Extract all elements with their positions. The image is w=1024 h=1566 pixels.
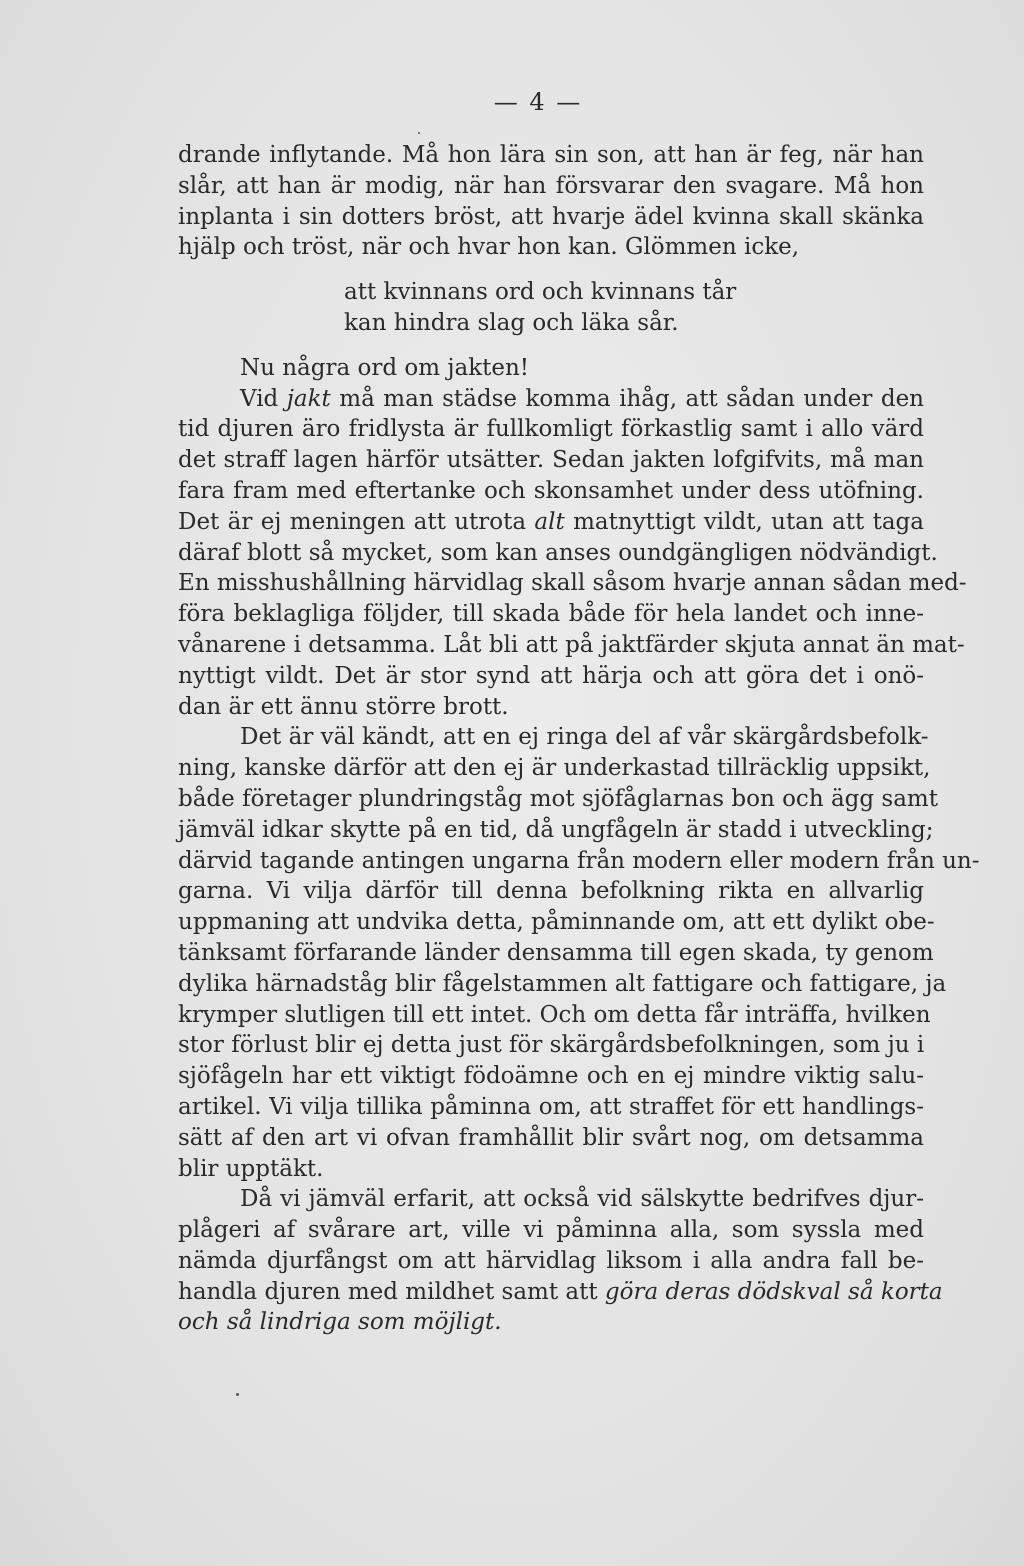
text-line: däraf blott så mycket, som kan anses oundgängligen nödvändigt. bbox=[178, 539, 938, 566]
text-line: både företager plundringståg mot sjöfåglarnas bon och ägg samt bbox=[178, 785, 938, 812]
text-line: handla djuren med mildhet samt att göra deras dödskval så korta bbox=[178, 1278, 943, 1305]
body-text bbox=[178, 140, 980, 1338]
text-line: krymper slutligen till ett intet. Och om detta får inträffa, hvilken bbox=[178, 1001, 931, 1028]
text-line: plågeri af svårare art, ville vi påminna alla, som syssla med bbox=[178, 1217, 924, 1244]
text-line: sjöfågeln har ett viktigt födoämne och en ej mindre viktig salu- bbox=[178, 1063, 924, 1090]
text-line: stor förlust blir ej detta just för skärgårdsbefolkningen, som ju i bbox=[178, 1032, 925, 1059]
text-line: En misshushållning härvidlag skall såsom hvarje annan sådan med- bbox=[178, 570, 967, 597]
ink-speck bbox=[418, 132, 420, 134]
italic-word: alt bbox=[534, 508, 565, 535]
text-line: ning, kanske därför att den ej är underkastad tillräcklig uppsikt, bbox=[178, 755, 931, 782]
italic-line: och så lindriga som möjligt. bbox=[178, 1309, 502, 1336]
text-line: Då vi jämväl erfarit, att också vid sälskytte bedrifves djur- bbox=[240, 1186, 924, 1213]
page-number: — 4 — bbox=[493, 88, 583, 116]
text-line: hjälp och tröst, när och hvar hon kan. Glömmen icke, bbox=[178, 234, 800, 261]
text-line: vånarene i detsamma. Låt bli att på jaktfärder skjuta annat än mat- bbox=[178, 631, 965, 658]
text-line: därvid tagande antingen ungarna från modern eller modern från un- bbox=[178, 847, 980, 874]
text-line: tänksamt förfarande länder densamma till egen skada, ty genom bbox=[178, 939, 934, 966]
text-line: föra beklagliga följder, till skada både för hela landet och inne- bbox=[178, 601, 924, 628]
text-line: artikel. Vi vilja tillika påminna om, att straffet för ett handlings- bbox=[178, 1093, 924, 1120]
italic-word: jakt bbox=[286, 385, 331, 412]
text-line: Vid jakt må man städse komma ihåg, att sådan under den bbox=[240, 385, 924, 412]
text-line: dylika härnadståg blir fågelstammen alt fattigare och fattigare, ja bbox=[178, 970, 947, 997]
text-line: tid djuren äro fridlysta är fullkomligt förkastlig samt i allo värd bbox=[178, 416, 924, 443]
text-line: Det är ej meningen att utrota alt matnyttigt vildt, utan att taga bbox=[178, 508, 924, 535]
text-line: dan är ett ännu större brott. bbox=[178, 693, 509, 720]
text-line: blir upptäkt. bbox=[178, 1155, 324, 1182]
text-line: sätt af den art vi ofvan framhållit blir svårt nog, om detsamma bbox=[178, 1124, 924, 1151]
text-line: garna. Vi vilja därför till denna befolkning rikta en allvarlig bbox=[178, 878, 924, 905]
text-line: nyttigt vildt. Det är stor synd att härja och att göra det i onö- bbox=[178, 662, 924, 689]
verse-line: kan hindra slag och läka sår. bbox=[344, 309, 679, 336]
text-line: drande inflytande. Må hon lära sin son, att han är feg, när han bbox=[178, 142, 924, 168]
text-line: slår, att han är modig, när han försvarar den svagare. Må hon bbox=[178, 172, 924, 199]
italic-phrase: göra deras dödskval så korta bbox=[604, 1278, 943, 1305]
text-line: nämda djurfångst om att härvidlag liksom i alla andra fall be- bbox=[178, 1247, 924, 1274]
text-line: jämväl idkar skytte på en tid, då ungfågeln är stadd i utveckling; bbox=[178, 816, 934, 843]
ink-speck bbox=[236, 1393, 239, 1396]
text-line: inplanta i sin dotters bröst, att hvarje ädel kvinna skall skänka bbox=[178, 203, 924, 230]
text-line: uppmaning att undvika detta, påminnande om, att ett dylikt obe- bbox=[178, 909, 935, 936]
text-line: fara fram med eftertanke och skonsamhet under dess utöfning. bbox=[178, 477, 924, 504]
paragraph-heading-line: Nu några ord om jakten! bbox=[240, 354, 530, 381]
verse-line: att kvinnans ord och kvinnans tår bbox=[344, 279, 737, 306]
text-line: Det är väl kändt, att en ej ringa del af vår skärgårdsbefolk- bbox=[240, 724, 929, 751]
text-line: det straff lagen härför utsätter. Sedan jakten lofgifvits, må man bbox=[178, 447, 924, 474]
